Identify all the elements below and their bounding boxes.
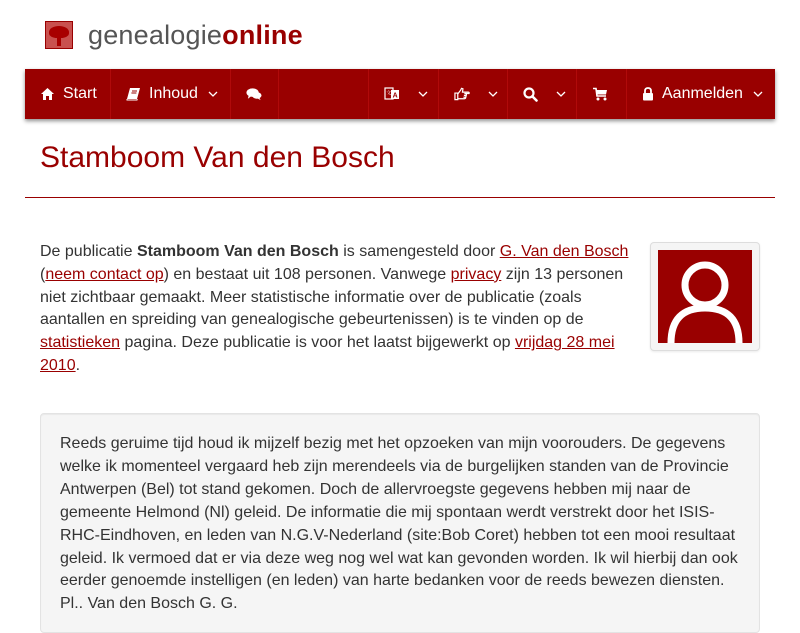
- chevron-down-icon: [488, 88, 498, 100]
- nav-spacer: [279, 69, 369, 119]
- nav-inhoud-label: Inhoud: [149, 85, 198, 102]
- hand-pointer-icon: [454, 86, 470, 102]
- book-icon: [126, 86, 141, 102]
- chevron-down-icon: [753, 88, 763, 100]
- svg-text:A: A: [392, 92, 398, 100]
- home-icon: [40, 86, 55, 102]
- nav-forum[interactable]: [231, 69, 279, 119]
- publication-description: [40, 413, 760, 633]
- lock-icon: [642, 86, 654, 102]
- nav-language[interactable]: [369, 69, 439, 119]
- author-link[interactable]: G. Van den Bosch: [499, 243, 629, 260]
- main-navbar: [25, 69, 775, 119]
- nav-inhoud[interactable]: [111, 69, 231, 119]
- nav-start[interactable]: [25, 69, 111, 119]
- statistics-link[interactable]: statistieken: [40, 334, 121, 352]
- page-title: Stamboom Van den Bosch: [40, 141, 395, 174]
- nav-login[interactable]: [627, 69, 775, 119]
- author-avatar-frame[interactable]: [650, 242, 760, 351]
- svg-text:文: 文: [386, 90, 392, 97]
- brand-name: genealogieonline: [88, 20, 303, 50]
- translate-icon: [384, 86, 400, 102]
- chevron-down-icon: [556, 88, 566, 100]
- nav-login-label: Aanmelden: [662, 85, 743, 102]
- privacy-link[interactable]: privacy: [450, 265, 502, 283]
- search-icon: [523, 86, 538, 102]
- publication-name: Stamboom Van den Bosch: [136, 243, 339, 260]
- nav-start-label: Start: [63, 85, 97, 102]
- title-divider: [25, 197, 775, 198]
- contact-link[interactable]: neem contact op: [45, 265, 164, 283]
- comments-icon: [246, 86, 262, 102]
- tree-icon: [45, 21, 73, 49]
- description-signature: Pl.. Van den Bosch G. G.: [60, 595, 238, 613]
- user-avatar-icon: [658, 250, 752, 343]
- nav-search[interactable]: [508, 69, 577, 119]
- description-text: Reeds geruime tijd houd ik mijzelf bezig met het opzoeken van mijn voorouders. De gegevens welke ik momenteel vergaard heb zijn merendeels via de burgelijken standen van de Provincie Antwerpen (Bel) tot stand gekomen. Doch de allervroegste gegevens hebben mij naar de gemeente Helmond (Nl) geleid. De informatie die mij spontaan werdt verstrekt door het ISIS-RHC-Eindhoven, en leden van N.G.V-Nederland (site:Bob Coret) hebben tot een mooi resultaat geleid. Ik vermoed dat er via deze weg nog wel wat kan gevonden worden. Ik wil hierbij dan ook eerder genoemde instelligen (en leden) van harte bedanken voor de reeds bewezen diensten.: [60, 435, 738, 590]
- chevron-down-icon: [418, 88, 428, 100]
- chevron-down-icon: [208, 88, 218, 100]
- brand[interactable]: [45, 18, 303, 52]
- nav-cart[interactable]: [577, 69, 627, 119]
- last-updated-link[interactable]: vrijdag 28 mei 2010: [40, 334, 615, 374]
- nav-actions[interactable]: [439, 69, 508, 119]
- cart-icon: [592, 86, 608, 102]
- publication-intro: De publicatie Stamboom Van den Bosch is samengesteld door G. Van den Bosch (neem contact op) en bestaat uit 108 personen. Vanwege privacy zijn 13 personen niet zichtbaar gemaakt. Meer statistische informatie over de publicatie (zoals aantallen en spreiding van genealogische gebeurtenissen) is te vinden op de statistieken pagina. Deze publicatie is voor het laatst bijgewerkt op vrijdag 28 mei 2010.: [40, 243, 629, 374]
